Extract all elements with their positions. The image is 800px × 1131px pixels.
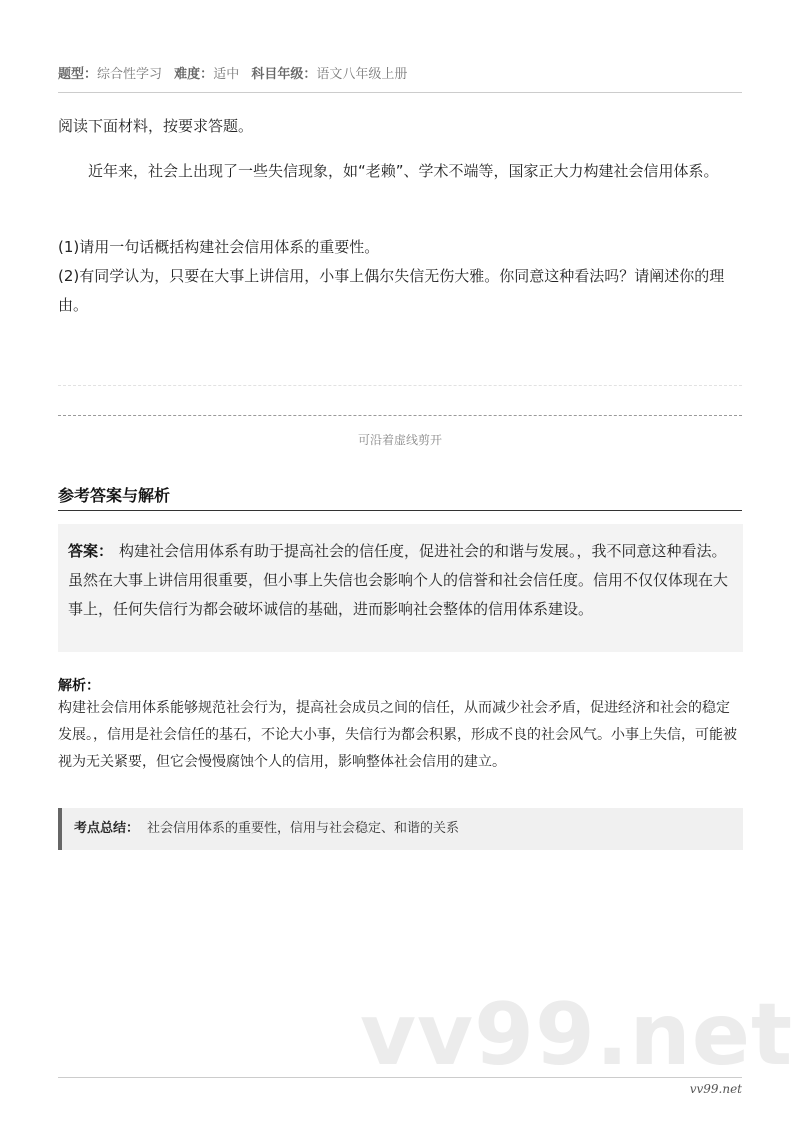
key-points-label: 考点总结： [74,821,140,836]
watermark: vv99.net [360,985,794,1085]
question-meta [58,63,415,82]
sub-question-2: (2)有同学认为，只要在大事上讲信用，小事上偶尔失信无伤大雅。你同意这种看法吗？请阐述你的理由。 [58,267,725,314]
answer-box [58,524,743,652]
type-value: 综合性学习 [97,67,163,82]
answer-label: 答案： [68,542,114,560]
analysis-label: 解析： [58,678,100,694]
cut-line [58,415,742,416]
question-material: 近年来，社会上出现了一些失信现象，如“老赖”、学术不端等，国家正大力构建社会信用体系。 [88,162,719,180]
sub-question-1: (1)请用一句话概括构建社会信用体系的重要性。 [58,238,380,256]
analysis-text: 构建社会信用体系能够规范社会行为，提高社会成员之间的信任，从而减少社会矛盾，促进经济和社会的稳定发展。，信用是社会信任的基石，不论大小事，失信行为都会积累，形成不良的社会风气。小事上失信，可能被视为无关紧要，但它会慢慢腐蚀个人的信用，影响整体社会信用的建立。 [58,700,737,770]
footer-divider [58,1077,742,1078]
section-divider [58,510,742,511]
key-points-text: 社会信用体系的重要性，信用与社会稳定、和谐的关系 [147,821,460,836]
answer-space-line [58,385,742,386]
subject-value: 语文八年级上册 [316,67,408,82]
footer-site: vv99.net [689,1082,742,1096]
answer-text: 构建社会信用体系有助于提高社会的信任度，促进社会的和谐与发展。，我不同意这种看法。虽然在大事上讲信用很重要，但小事上失信也会影响个人的信誉和社会信任度。信用不仅仅体现在大事上，任何失信行为都会破坏诚信的基础，进而影响社会整体的信用体系建设。 [68,542,729,618]
cut-note: 可沿着虚线剪开 [357,433,442,447]
difficulty-label: 难度： [174,67,214,82]
subject-label: 科目年级： [251,67,317,82]
type-label: 题型： [58,67,98,82]
question-instruction: 阅读下面材料，按要求答题。 [58,117,254,135]
key-points-box [58,808,743,850]
section-title: 参考答案与解析 [58,486,171,505]
difficulty-value: 适中 [213,67,240,82]
top-divider [58,92,742,93]
